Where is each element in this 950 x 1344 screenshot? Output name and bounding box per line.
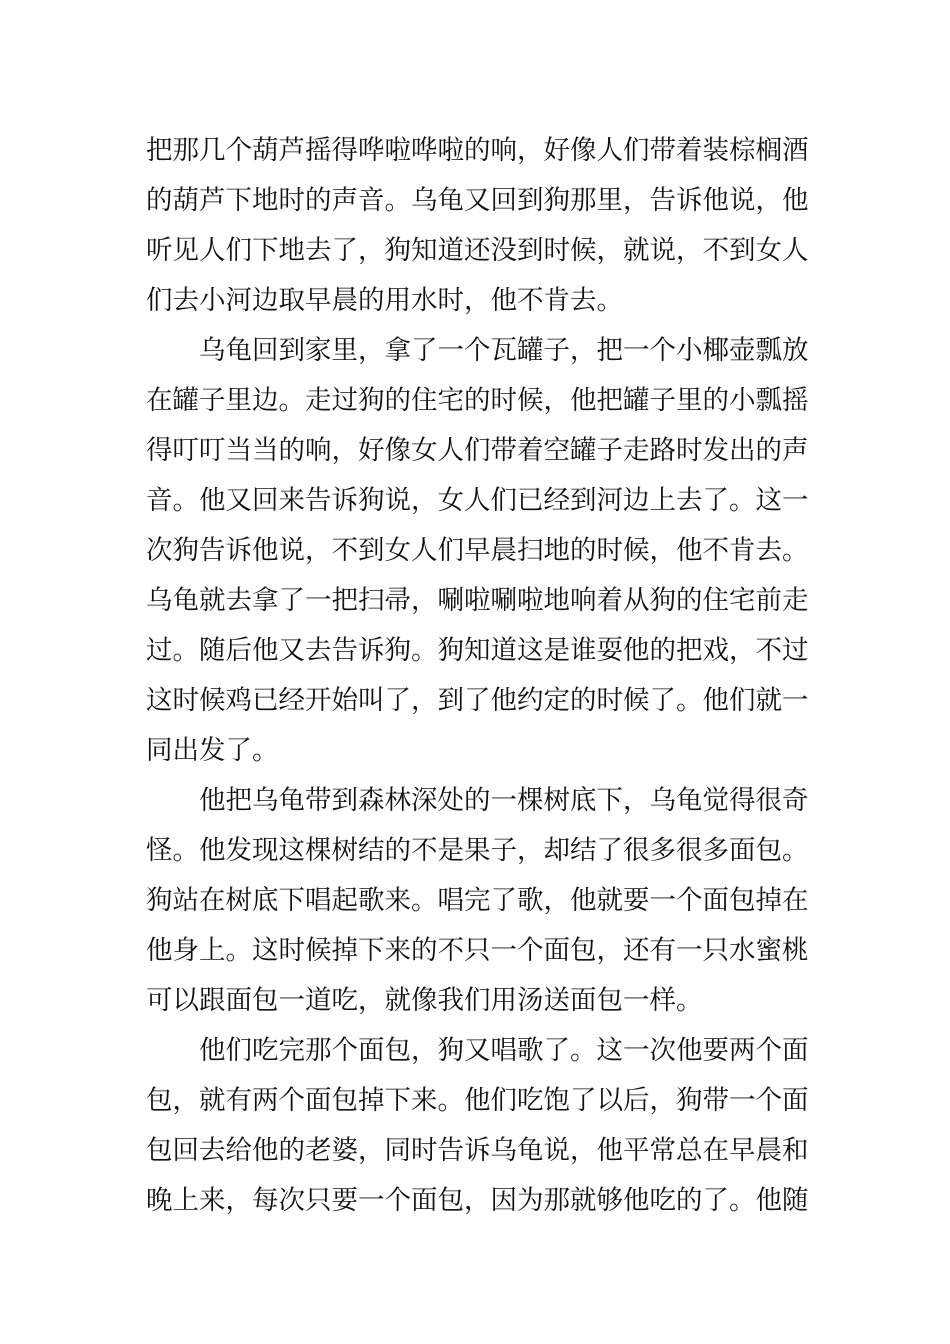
body-text xyxy=(146,126,810,1226)
text-line: 在罐子里边。走过狗的住宅的时候，他把罐子里的小瓢摇 xyxy=(146,385,809,416)
text-line: 音。他又回来告诉狗说，女人们已经到河边上去了。这一 xyxy=(146,485,809,516)
text-line: 这时候鸡已经开始叫了，到了他约定的时候了。他们就一 xyxy=(146,685,809,716)
text-line: 把那几个葫芦摇得哗啦哗啦的响，好像人们带着装棕榈酒 xyxy=(146,135,809,166)
paragraph xyxy=(146,326,810,776)
text-line: 乌龟回到家里，拿了一个瓦罐子，把一个小椰壶瓢放 xyxy=(199,335,809,366)
text-line: 听见人们下地去了，狗知道还没到时候，就说，不到女人 xyxy=(146,235,809,266)
text-line: 过。随后他又去告诉狗。狗知道这是谁耍他的把戏，不过 xyxy=(146,635,809,666)
text-line: 他们吃完那个面包，狗又唱歌了。这一次他要两个面 xyxy=(199,1035,809,1066)
text-line: 包，就有两个面包掉下来。他们吃饱了以后，狗带一个面 xyxy=(146,1085,809,1116)
paragraph xyxy=(146,1026,810,1226)
paragraph xyxy=(146,126,810,326)
text-line: 他身上。这时候掉下来的不只一个面包，还有一只水蜜桃 xyxy=(146,935,809,966)
text-line: 们去小河边取早晨的用水时，他不肯去。 xyxy=(146,285,623,316)
text-line: 的葫芦下地时的声音。乌龟又回到狗那里，告诉他说，他 xyxy=(146,185,809,216)
text-line: 晚上来，每次只要一个面包，因为那就够他吃的了。他随 xyxy=(146,1185,809,1216)
text-line: 狗站在树底下唱起歌来。唱完了歌，他就要一个面包掉在 xyxy=(146,885,809,916)
paragraph xyxy=(146,776,810,1026)
text-line: 次狗告诉他说，不到女人们早晨扫地的时候，他不肯去。 xyxy=(146,535,809,566)
text-line: 得叮叮当当的响，好像女人们带着空罐子走路时发出的声 xyxy=(146,435,809,466)
text-line: 可以跟面包一道吃，就像我们用汤送面包一样。 xyxy=(146,985,703,1016)
text-line: 他把乌龟带到森林深处的一棵树底下，乌龟觉得很奇 xyxy=(199,785,809,816)
text-line: 乌龟就去拿了一把扫帚，唰啦唰啦地响着从狗的住宅前走 xyxy=(146,585,809,616)
text-line: 包回去给他的老婆，同时告诉乌龟说，他平常总在早晨和 xyxy=(146,1135,809,1166)
text-line: 同出发了。 xyxy=(146,735,279,766)
text-line: 怪。他发现这棵树结的不是果子，却结了很多很多面包。 xyxy=(146,835,809,866)
